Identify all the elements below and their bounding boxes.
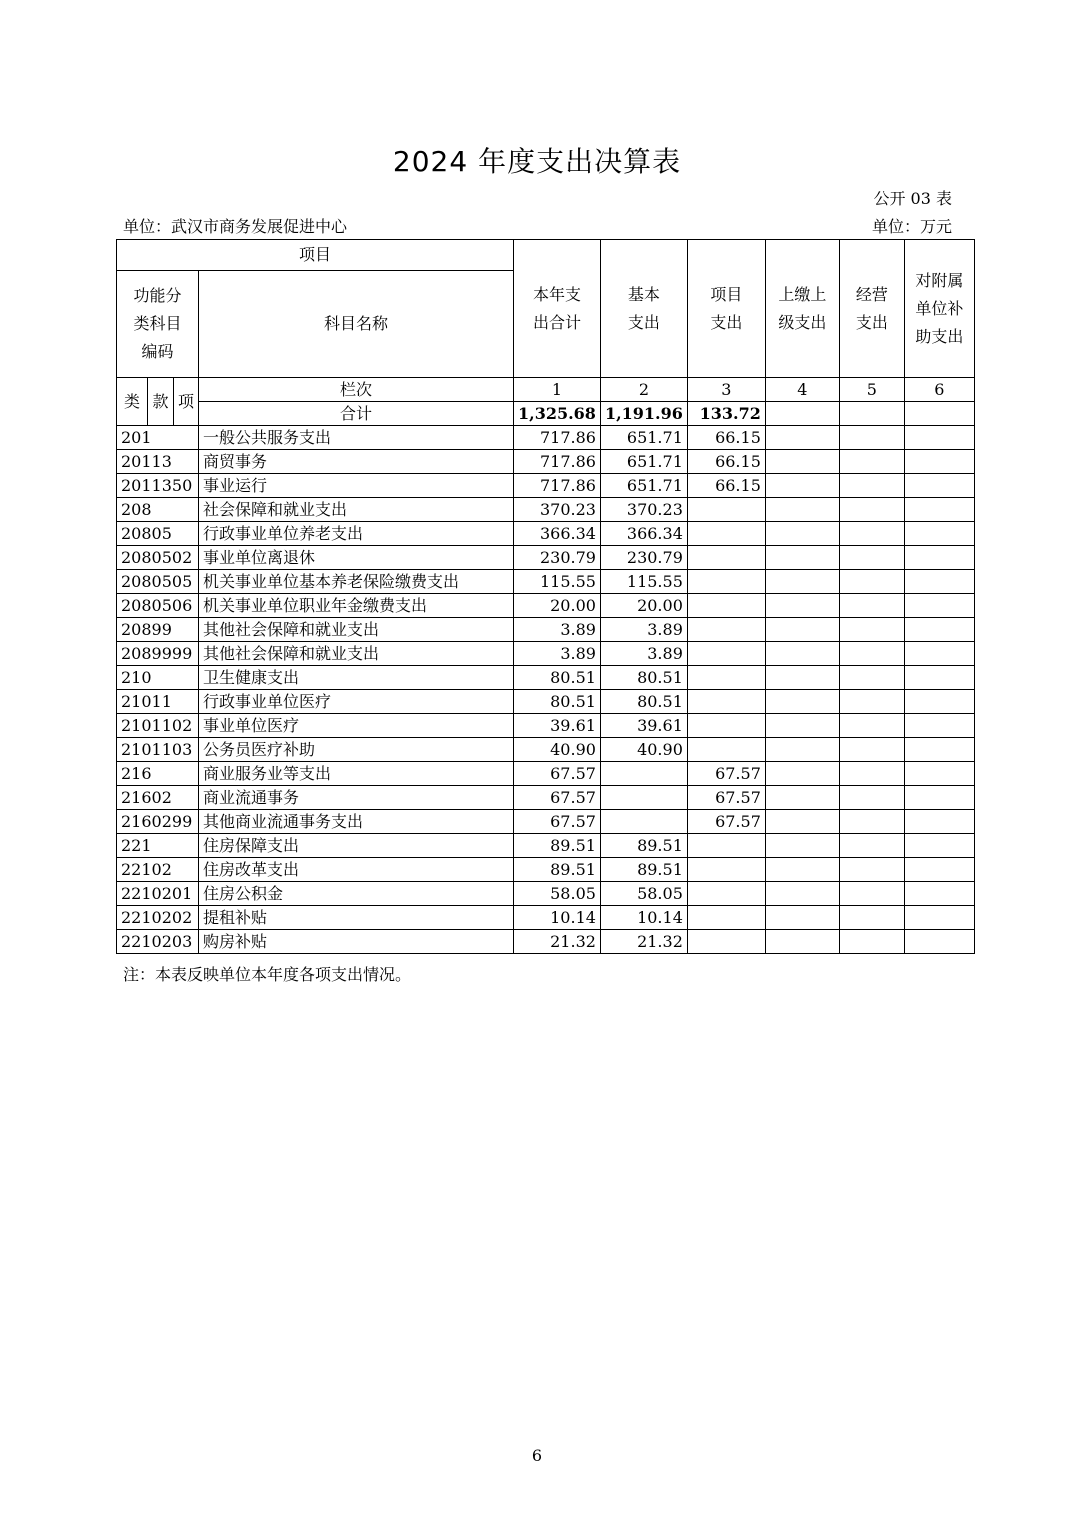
row-subject-name: 机关事业单位基本养老保险缴费支出: [199, 570, 514, 594]
row-upper: [765, 642, 839, 666]
row-upper: [765, 858, 839, 882]
header-subject-name: 科目名称: [199, 271, 514, 378]
row-subject-name: 公务员医疗补助: [199, 738, 514, 762]
row-subject-name: 其他社会保障和就业支出: [199, 642, 514, 666]
row-upper: [765, 666, 839, 690]
header-col-project: 项目支出: [687, 240, 765, 378]
header-col-upper: 上缴上级支出: [765, 240, 839, 378]
row-upper: [765, 930, 839, 954]
row-business: [839, 906, 904, 930]
row-project: 67.57: [687, 786, 765, 810]
row-subsidy: [904, 594, 974, 618]
row-business: [839, 810, 904, 834]
row-upper: [765, 618, 839, 642]
row-basic: 20.00: [600, 594, 687, 618]
row-subject-name: 社会保障和就业支出: [199, 498, 514, 522]
row-code: 22102: [117, 858, 199, 882]
row-subject-name: 行政事业单位养老支出: [199, 522, 514, 546]
total-business: [839, 402, 904, 426]
row-subject-name: 事业单位离退休: [199, 546, 514, 570]
row-project: [687, 858, 765, 882]
table-row: [117, 690, 975, 714]
row-total: 10.14: [514, 906, 601, 930]
row-upper: [765, 570, 839, 594]
row-upper: [765, 522, 839, 546]
row-subsidy: [904, 762, 974, 786]
row-total: 89.51: [514, 858, 601, 882]
row-subsidy: [904, 498, 974, 522]
header-col-basic: 基本支出: [600, 240, 687, 378]
table-row: [117, 666, 975, 690]
row-project: [687, 930, 765, 954]
row-total: 80.51: [514, 690, 601, 714]
row-upper: [765, 738, 839, 762]
row-upper: [765, 594, 839, 618]
row-basic: 10.14: [600, 906, 687, 930]
row-business: [839, 522, 904, 546]
row-code: 2080506: [117, 594, 199, 618]
row-subject-name: 事业单位医疗: [199, 714, 514, 738]
row-upper: [765, 906, 839, 930]
header-lanci: 栏次: [199, 378, 514, 402]
header-lei: 类: [117, 378, 148, 426]
row-code: 216: [117, 762, 199, 786]
row-subsidy: [904, 810, 974, 834]
total-basic: 1,191.96: [600, 402, 687, 426]
row-upper: [765, 690, 839, 714]
row-subject-name: 一般公共服务支出: [199, 426, 514, 450]
row-project: [687, 570, 765, 594]
row-project: [687, 618, 765, 642]
row-basic: 651.71: [600, 426, 687, 450]
row-project: 66.15: [687, 426, 765, 450]
table-row: [117, 450, 975, 474]
row-basic: 80.51: [600, 666, 687, 690]
row-project: [687, 714, 765, 738]
table-row: [117, 882, 975, 906]
row-basic: 21.32: [600, 930, 687, 954]
header-col-total: 本年支出合计: [514, 240, 601, 378]
row-upper: [765, 882, 839, 906]
row-basic: 80.51: [600, 690, 687, 714]
row-upper: [765, 474, 839, 498]
row-code: 2089999: [117, 642, 199, 666]
row-subsidy: [904, 426, 974, 450]
row-subject-name: 住房保障支出: [199, 834, 514, 858]
row-code: 20113: [117, 450, 199, 474]
row-total: 80.51: [514, 666, 601, 690]
row-project: [687, 546, 765, 570]
row-subsidy: [904, 690, 974, 714]
row-subsidy: [904, 618, 974, 642]
row-business: [839, 786, 904, 810]
row-total: 58.05: [514, 882, 601, 906]
col-num-3: 3: [687, 378, 765, 402]
row-subject-name: 住房改革支出: [199, 858, 514, 882]
row-total: 67.57: [514, 786, 601, 810]
table-row: [117, 930, 975, 954]
table-row: [117, 858, 975, 882]
row-code: 2080505: [117, 570, 199, 594]
row-business: [839, 762, 904, 786]
row-subject-name: 行政事业单位医疗: [199, 690, 514, 714]
row-business: [839, 474, 904, 498]
row-business: [839, 642, 904, 666]
row-project: [687, 738, 765, 762]
row-code: 20805: [117, 522, 199, 546]
row-subsidy: [904, 522, 974, 546]
row-code: 2101102: [117, 714, 199, 738]
col-num-4: 4: [765, 378, 839, 402]
table-row: [117, 594, 975, 618]
row-total: 67.57: [514, 762, 601, 786]
row-upper: [765, 762, 839, 786]
table-row: [117, 498, 975, 522]
row-subject-name: 卫生健康支出: [199, 666, 514, 690]
table-row: [117, 426, 975, 450]
header-xiang: 项: [174, 378, 199, 426]
row-total: 3.89: [514, 642, 601, 666]
row-business: [839, 858, 904, 882]
row-upper: [765, 834, 839, 858]
row-subsidy: [904, 570, 974, 594]
row-business: [839, 426, 904, 450]
row-total: 39.61: [514, 714, 601, 738]
row-code: 20899: [117, 618, 199, 642]
header-kuan: 款: [148, 378, 174, 426]
row-code: 208: [117, 498, 199, 522]
row-code: 2101103: [117, 738, 199, 762]
row-project: [687, 882, 765, 906]
table-row: [117, 570, 975, 594]
header-project: 项目: [117, 240, 514, 271]
table-row: [117, 738, 975, 762]
form-number: 公开 03 表: [873, 189, 952, 208]
row-business: [839, 666, 904, 690]
table-row: [117, 810, 975, 834]
row-project: [687, 498, 765, 522]
table-row: [117, 906, 975, 930]
row-basic: 89.51: [600, 834, 687, 858]
row-upper: [765, 546, 839, 570]
row-upper: [765, 810, 839, 834]
row-upper: [765, 714, 839, 738]
row-upper: [765, 786, 839, 810]
row-subject-name: 商业流通事务: [199, 786, 514, 810]
row-basic: [600, 786, 687, 810]
row-basic: 40.90: [600, 738, 687, 762]
row-total: 717.86: [514, 474, 601, 498]
footnote: 注：本表反映单位本年度各项支出情况。: [123, 965, 412, 984]
row-basic: 89.51: [600, 858, 687, 882]
row-subject-name: 商贸事务: [199, 450, 514, 474]
col-num-2: 2: [600, 378, 687, 402]
table-row: [117, 714, 975, 738]
row-code: 2080502: [117, 546, 199, 570]
row-subsidy: [904, 474, 974, 498]
row-upper: [765, 426, 839, 450]
row-subject-name: 商业服务业等支出: [199, 762, 514, 786]
row-upper: [765, 498, 839, 522]
header-col-business: 经营支出: [839, 240, 904, 378]
row-total: 717.86: [514, 450, 601, 474]
row-subsidy: [904, 930, 974, 954]
row-basic: [600, 762, 687, 786]
total-upper: [765, 402, 839, 426]
row-code: 21011: [117, 690, 199, 714]
row-project: [687, 690, 765, 714]
row-subject-name: 提租补贴: [199, 906, 514, 930]
row-subject-name: 其他社会保障和就业支出: [199, 618, 514, 642]
row-basic: 115.55: [600, 570, 687, 594]
row-business: [839, 738, 904, 762]
currency-unit: 单位：万元: [871, 217, 952, 236]
row-subsidy: [904, 642, 974, 666]
row-code: 2210203: [117, 930, 199, 954]
total-amount: 1,325.68: [514, 402, 601, 426]
row-business: [839, 570, 904, 594]
row-business: [839, 498, 904, 522]
row-code: 2160299: [117, 810, 199, 834]
row-basic: 39.61: [600, 714, 687, 738]
row-basic: 651.71: [600, 450, 687, 474]
header-col-subsidy: 对附属单位补助支出: [904, 240, 974, 378]
row-code: 221: [117, 834, 199, 858]
row-business: [839, 594, 904, 618]
row-subject-name: 购房补贴: [199, 930, 514, 954]
row-subsidy: [904, 858, 974, 882]
row-subsidy: [904, 546, 974, 570]
row-basic: 3.89: [600, 642, 687, 666]
row-code: 2011350: [117, 474, 199, 498]
row-basic: 3.89: [600, 618, 687, 642]
row-total: 370.23: [514, 498, 601, 522]
row-total: 40.90: [514, 738, 601, 762]
row-business: [839, 714, 904, 738]
row-business: [839, 546, 904, 570]
row-subsidy: [904, 450, 974, 474]
row-total: 717.86: [514, 426, 601, 450]
col-num-5: 5: [839, 378, 904, 402]
row-subsidy: [904, 738, 974, 762]
row-total: 366.34: [514, 522, 601, 546]
row-code: 210: [117, 666, 199, 690]
row-basic: 370.23: [600, 498, 687, 522]
row-project: [687, 906, 765, 930]
row-basic: [600, 810, 687, 834]
row-subsidy: [904, 666, 974, 690]
row-subsidy: [904, 906, 974, 930]
table-row: [117, 474, 975, 498]
row-subsidy: [904, 834, 974, 858]
row-subsidy: [904, 714, 974, 738]
row-code: 2210201: [117, 882, 199, 906]
page-title: 2024 年度支出决算表: [392, 145, 682, 178]
row-total: 89.51: [514, 834, 601, 858]
table-row: [117, 834, 975, 858]
table-row: [117, 642, 975, 666]
row-total: 115.55: [514, 570, 601, 594]
row-total: 230.79: [514, 546, 601, 570]
row-project: 67.57: [687, 810, 765, 834]
row-subsidy: [904, 882, 974, 906]
row-subject-name: 机关事业单位职业年金缴费支出: [199, 594, 514, 618]
row-subject-name: 其他商业流通事务支出: [199, 810, 514, 834]
col-num-6: 6: [904, 378, 974, 402]
row-subject-name: 事业运行: [199, 474, 514, 498]
row-project: [687, 642, 765, 666]
row-project: 66.15: [687, 450, 765, 474]
row-project: [687, 666, 765, 690]
table-row: [117, 786, 975, 810]
row-basic: 366.34: [600, 522, 687, 546]
organization-unit: 单位：武汉市商务发展促进中心: [123, 217, 348, 236]
row-code: 201: [117, 426, 199, 450]
row-code: 2210202: [117, 906, 199, 930]
expenditure-table: [116, 239, 975, 954]
row-project: [687, 522, 765, 546]
total-label: 合计: [199, 402, 514, 426]
row-business: [839, 618, 904, 642]
header-func-code: 功能分类科目编码: [117, 271, 199, 378]
page-number: 6: [531, 1446, 543, 1465]
row-business: [839, 882, 904, 906]
total-project: 133.72: [687, 402, 765, 426]
row-subject-name: 住房公积金: [199, 882, 514, 906]
row-total: 20.00: [514, 594, 601, 618]
table-row: [117, 546, 975, 570]
row-basic: 230.79: [600, 546, 687, 570]
table-row: [117, 618, 975, 642]
row-code: 21602: [117, 786, 199, 810]
row-basic: 651.71: [600, 474, 687, 498]
row-business: [839, 450, 904, 474]
row-total: 21.32: [514, 930, 601, 954]
row-upper: [765, 450, 839, 474]
row-basic: 58.05: [600, 882, 687, 906]
row-business: [839, 930, 904, 954]
row-business: [839, 690, 904, 714]
row-total: 3.89: [514, 618, 601, 642]
row-project: 67.57: [687, 762, 765, 786]
row-business: [839, 834, 904, 858]
row-project: 66.15: [687, 474, 765, 498]
table-row: [117, 762, 975, 786]
row-project: [687, 834, 765, 858]
col-num-1: 1: [514, 378, 601, 402]
total-subsidy: [904, 402, 974, 426]
table-row: [117, 522, 975, 546]
row-subsidy: [904, 786, 974, 810]
row-project: [687, 594, 765, 618]
row-total: 67.57: [514, 810, 601, 834]
